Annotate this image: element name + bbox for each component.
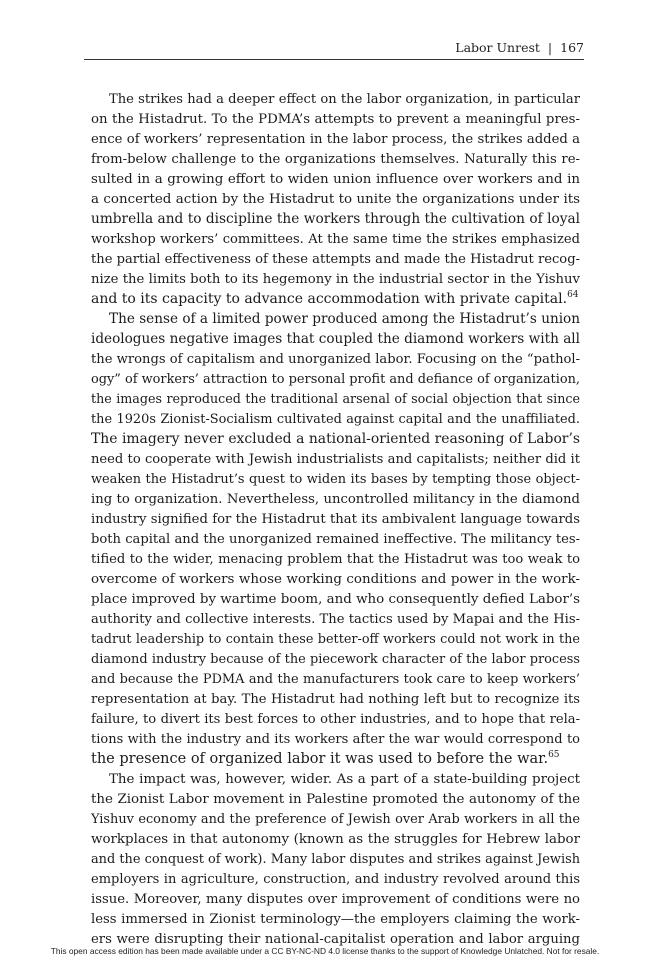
line-text: ers were disrupting their national-capitalist operation and labor arguing (91, 932, 580, 947)
text-line (91, 869, 580, 889)
line-text: diamond industry because of the piecework character of the labor process (91, 652, 580, 667)
line-text: and the conquest of work). Many labor disputes and strikes against Jewish (91, 852, 580, 867)
running-head (84, 40, 584, 55)
line-text: nize the limits both to its hegemony in the industrial sector in the Yishuv (91, 272, 580, 287)
text-line (91, 849, 580, 869)
text-line (91, 229, 580, 249)
text-line (91, 289, 580, 309)
text-line (91, 609, 580, 629)
line-text: representation at bay. The Histadrut had nothing left but to recognize its (91, 692, 580, 707)
line-text: The sense of a limited power produced among the Histadrut’s union (109, 311, 580, 327)
line-text: the presence of organized labor it was used to before the war. (91, 751, 549, 767)
text-line (91, 349, 580, 369)
text-line (91, 469, 580, 489)
text-line (91, 369, 580, 389)
text-line (91, 689, 580, 709)
line-text: the 1920s Zionist-Socialism cultivated against capital and the unaffiliated. (91, 412, 580, 427)
text-line (91, 449, 580, 469)
line-text: Yishuv economy and the preference of Jewish over Arab workers in all the (91, 812, 580, 827)
line-text: weaken the Histadrut’s quest to widen its bases by tempting those object- (91, 472, 580, 487)
line-text: a concerted action by the Histadrut to unite the organizations under its (91, 192, 580, 207)
text-line (91, 529, 580, 549)
text-line (91, 629, 580, 649)
text-line (91, 809, 580, 829)
text-line (91, 89, 580, 109)
line-text: industry signified for the Histadrut that its ambivalent language towards (91, 512, 580, 527)
text-line (91, 669, 580, 689)
line-text: The impact was, however, wider. As a part of a state-building project (109, 772, 580, 787)
line-text: on the Histadrut. To the PDMA’s attempts to prevent a meaningful pres- (91, 112, 580, 127)
text-line (91, 749, 580, 769)
paragraph (91, 89, 580, 309)
text-line (91, 409, 580, 429)
line-text: the images reproduced the traditional arsenal of social objection that since (91, 391, 580, 406)
line-text: ogy” of workers’ attraction to personal profit and defiance of organization, (91, 372, 580, 387)
footnote-marker: 65 (548, 750, 560, 761)
line-text: employers in agriculture, construction, and industry revolved around this (91, 872, 580, 887)
text-line (91, 569, 580, 589)
line-text: from-below challenge to the organizations themselves. Naturally this re- (91, 152, 580, 167)
line-text: tions with the industry and its workers after the war would correspond to (91, 732, 580, 747)
line-text: umbrella and to discipline the workers through the cultivation of loyal (91, 211, 580, 227)
text-line (91, 729, 580, 749)
line-text: place improved by wartime boom, and who consequently defied Labor’s (91, 592, 580, 607)
text-line (91, 829, 580, 849)
text-line (91, 209, 580, 229)
text-line (91, 789, 580, 809)
text-line (91, 149, 580, 169)
line-text: the Zionist Labor movement in Palestine promoted the autonomy of the (91, 792, 580, 807)
line-text: ing to organization. Nevertheless, uncontrolled militancy in the diamond (91, 492, 580, 507)
line-text: ence of workers’ representation in the labor process, the strikes added a (91, 132, 580, 147)
text-line (91, 169, 580, 189)
line-text: issue. Moreover, many disputes over improvement of conditions were no (91, 892, 580, 907)
text-line (91, 649, 580, 669)
text-line (91, 889, 580, 909)
line-text: ideologues negative images that coupled the diamond workers with all (91, 331, 580, 347)
text-line (91, 109, 580, 129)
line-text: need to cooperate with Jewish industrialists and capitalists; neither did it (91, 452, 580, 467)
text-line (91, 489, 580, 509)
text-line (91, 769, 580, 789)
text-line (91, 129, 580, 149)
text-line (91, 389, 580, 409)
text-line (91, 589, 580, 609)
paragraph (91, 309, 580, 769)
text-line (91, 909, 580, 929)
line-text: and to its capacity to advance accommodation with private capital. (91, 291, 568, 307)
line-text: the wrongs of capitalism and unorganized labor. Focusing on the “pathol- (91, 352, 580, 367)
line-text: sulted in a growing effort to widen union influence over workers and in (91, 172, 580, 187)
text-line (91, 269, 580, 289)
footnote-marker: 64 (567, 290, 579, 301)
header-rule (84, 59, 584, 60)
line-text: the partial effectiveness of these attempts and made the Histadrut recog- (91, 252, 580, 267)
page-number: 167 (560, 40, 584, 55)
text-line (91, 249, 580, 269)
line-text: overcome of workers whose working conditions and power in the work- (91, 572, 580, 587)
text-line (91, 189, 580, 209)
text-line (91, 429, 580, 449)
text-line (91, 709, 580, 729)
running-head-separator: | (547, 40, 553, 55)
line-text: less immersed in Zionist terminology—the employers claiming the work- (91, 912, 580, 927)
line-text: failure, to divert its best forces to other industries, and to hope that rela- (91, 712, 580, 727)
text-line (91, 509, 580, 529)
paragraph (91, 769, 580, 949)
line-text: tadrut leadership to contain these better-off workers could not work in the (91, 632, 580, 647)
text-line (91, 549, 580, 569)
text-line (91, 329, 580, 349)
line-text: both capital and the unorganized remained ineffective. The militancy tes- (91, 532, 580, 547)
text-line (91, 309, 580, 329)
line-text: workplaces in that autonomy (known as the struggles for Hebrew labor (91, 832, 580, 847)
line-text: tified to the wider, menacing problem that the Histadrut was too weak to (91, 552, 580, 567)
line-text: The strikes had a deeper effect on the labor organization, in particular (109, 92, 580, 107)
body-text (91, 89, 580, 949)
line-text: and because the PDMA and the manufacturers took care to keep workers’ (91, 672, 580, 687)
line-text: authority and collective interests. The tactics used by Mapai and the His- (91, 612, 580, 627)
running-head-title: Labor Unrest (455, 40, 540, 55)
line-text: The imagery never excluded a national-oriented reasoning of Labor’s (91, 431, 580, 447)
line-text: workshop workers’ committees. At the same time the strikes emphasized (91, 232, 580, 247)
license-footer: This open access edition has been made available under a CC BY-NC-ND 4.0 license thanks to the support of Knowledge Unlatched. Not for resale. (50, 946, 600, 956)
